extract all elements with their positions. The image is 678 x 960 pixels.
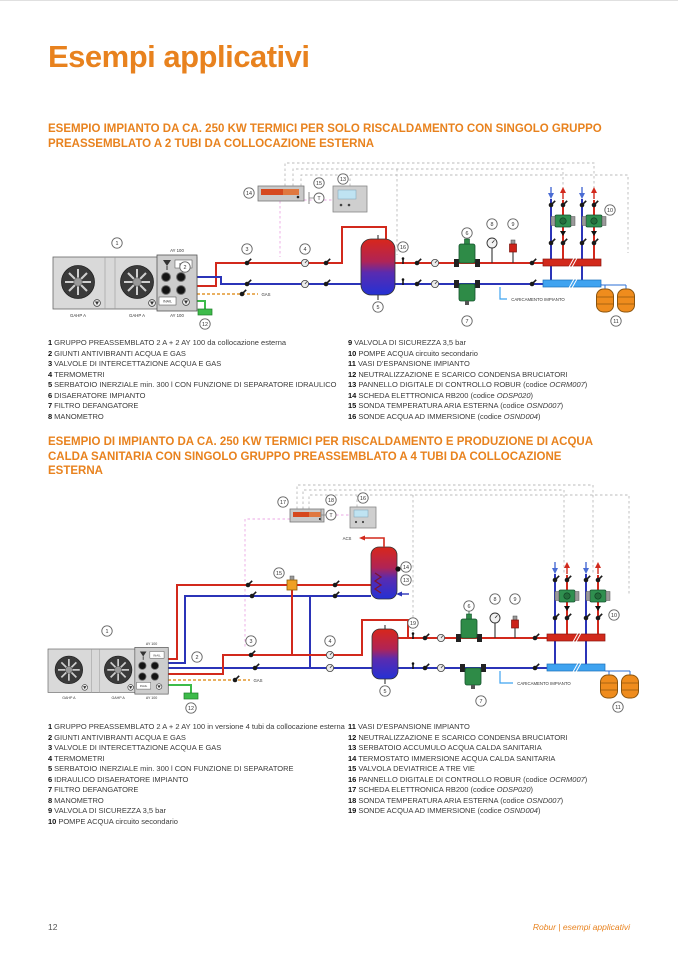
legend-item: 15 VALVOLA DEVIATRICE A TRE VIE bbox=[348, 764, 475, 773]
callout bbox=[462, 316, 472, 326]
legend-item: 6 IDRAULICO DISAERATORE IMPIANTO bbox=[48, 774, 189, 784]
legend-item: 3 VALVOLE DI INTERCETTAZIONE ACQUA E GAS bbox=[48, 743, 222, 752]
safety-valve bbox=[512, 616, 519, 628]
pump-group bbox=[583, 562, 610, 620]
callout bbox=[274, 568, 284, 578]
dhw-storage-tank bbox=[371, 547, 397, 599]
callout bbox=[373, 302, 383, 312]
legend-item: 14 SCHEDA ELETTRONICA RB200 (codice ODSP020) bbox=[348, 390, 534, 400]
svg-text:1: 1 bbox=[115, 240, 119, 247]
callout bbox=[380, 686, 390, 696]
callout bbox=[611, 316, 621, 326]
svg-text:8: 8 bbox=[493, 596, 497, 603]
buffer-tank bbox=[361, 239, 395, 295]
legend-item: 7 FILTRO DEFANGATORE bbox=[48, 785, 139, 794]
callout bbox=[300, 244, 310, 254]
legend-item: 12 NEUTRALIZZAZIONE E SCARICO CONDENSA BRUCIATORI bbox=[348, 369, 568, 379]
callout bbox=[244, 188, 254, 198]
condensate-neutralizer bbox=[198, 309, 212, 315]
safety-valve bbox=[510, 240, 517, 252]
control-bus bbox=[297, 485, 593, 575]
expansion-vessel bbox=[618, 285, 635, 312]
svg-text:16: 16 bbox=[400, 244, 406, 251]
callout bbox=[605, 205, 615, 215]
svg-text:1: 1 bbox=[105, 628, 109, 635]
svg-text:5: 5 bbox=[376, 304, 380, 311]
outdoor-sensor-label: T bbox=[329, 513, 333, 519]
filling-line bbox=[500, 671, 513, 683]
return-pipe bbox=[197, 277, 361, 284]
callout bbox=[613, 702, 623, 712]
legend2-right-column bbox=[348, 722, 634, 827]
three-way-valve bbox=[287, 580, 297, 590]
condensate-line bbox=[168, 685, 191, 693]
callout bbox=[487, 219, 497, 229]
svg-text:13: 13 bbox=[403, 577, 409, 584]
thermometer bbox=[326, 664, 333, 671]
callout bbox=[338, 174, 348, 184]
filling-label: CARICAMENTO IMPIANTO bbox=[517, 681, 571, 686]
svg-text:3: 3 bbox=[249, 638, 253, 645]
callout bbox=[314, 178, 324, 188]
svg-text:15: 15 bbox=[316, 180, 322, 187]
svg-text:14: 14 bbox=[403, 564, 409, 571]
legend-item: 15 SONDA TEMPERATURA ARIA ESTERNA (codice OSND007) bbox=[348, 401, 564, 410]
thermometer bbox=[437, 634, 444, 641]
legend-item: 18 SONDA TEMPERATURA ARIA ESTERNA (codice OSND007) bbox=[348, 795, 564, 805]
svg-text:10: 10 bbox=[607, 207, 613, 214]
callout bbox=[278, 497, 288, 507]
svg-text:6: 6 bbox=[467, 603, 471, 610]
svg-text:8: 8 bbox=[490, 221, 494, 228]
svg-text:13: 13 bbox=[340, 176, 346, 183]
legend-item: 9 VALVOLA DI SICUREZZA 3,5 bar bbox=[48, 806, 167, 815]
diagram-heating-dhw bbox=[45, 475, 650, 717]
deaerator bbox=[456, 610, 482, 642]
legend-item: 3 VALVOLE DI INTERCETTAZIONE ACQUA E GAS bbox=[48, 359, 222, 368]
preassembled-unit bbox=[48, 642, 168, 700]
legend-section2 bbox=[48, 722, 634, 827]
pressure-gauge bbox=[490, 613, 500, 623]
legend-item: 6 DISAERATORE IMPIANTO bbox=[48, 390, 146, 400]
legend2-left-column bbox=[48, 722, 348, 827]
svg-text:15: 15 bbox=[276, 570, 282, 577]
svg-text:3: 3 bbox=[245, 246, 249, 253]
callout bbox=[102, 626, 112, 636]
deaerator bbox=[454, 235, 480, 267]
svg-text:19: 19 bbox=[410, 620, 416, 627]
callout bbox=[358, 493, 368, 503]
pump-group bbox=[579, 187, 606, 245]
legend-item: 10 POMPE ACQUA circuito secondario bbox=[48, 816, 178, 826]
svg-text:7: 7 bbox=[465, 318, 469, 325]
callout bbox=[510, 594, 520, 604]
legend-item: 16 PANNELLO DIGITALE DI CONTROLLO ROBUR (codice OCRM007) bbox=[348, 774, 588, 784]
legend-item: 17 SCHEDA ELETTRONICA RB200 (codice ODSP020) bbox=[348, 785, 534, 794]
callout bbox=[325, 636, 335, 646]
thermometer bbox=[431, 259, 438, 266]
svg-text:6: 6 bbox=[465, 230, 469, 237]
svg-text:4: 4 bbox=[328, 638, 332, 645]
callout bbox=[609, 610, 619, 620]
buffer-tank bbox=[372, 629, 398, 679]
legend-item: 8 MANOMETRO bbox=[48, 795, 104, 805]
pump-group bbox=[548, 187, 575, 245]
legend-item: 14 TERMOSTATO IMMERSIONE ACQUA CALDA SANITARIA bbox=[348, 753, 556, 763]
legend-item: 5 SERBATOIO INERZIALE min. 300 l CON FUNZIONE DI SEPARATORE IDRAULICO bbox=[48, 380, 337, 389]
callout bbox=[476, 696, 486, 706]
callout bbox=[490, 594, 500, 604]
legend-item: 19 SONDE ACQUA AD IMMERSIONE (codice OSND004) bbox=[348, 806, 541, 815]
acs-outlet bbox=[365, 538, 384, 547]
legend-item: 1 GRUPPO PREASSEMBLATO 2 A + 2 AY 100 da collocazione esterna bbox=[48, 338, 287, 347]
thermometer bbox=[431, 280, 438, 287]
callout bbox=[246, 636, 256, 646]
condensate-line bbox=[197, 301, 205, 309]
preassembled-unit bbox=[53, 248, 197, 318]
svg-text:4: 4 bbox=[303, 246, 307, 253]
thermometer bbox=[301, 259, 308, 266]
filling-label: CARICAMENTO IMPIANTO bbox=[511, 297, 565, 302]
svg-text:16: 16 bbox=[360, 495, 366, 502]
legend1-left-column bbox=[48, 338, 348, 422]
page-number: 12 bbox=[48, 922, 58, 932]
page-footer bbox=[48, 922, 630, 932]
control-bus bbox=[285, 163, 594, 211]
svg-text:17: 17 bbox=[280, 499, 286, 506]
section2-heading: ESEMPIO DI IMPIANTO DA CA. 250 KW TERMICI PER RISCALDAMENTO E PRODUZIONE DI ACQUA CALDA SANITARIA CON SINGOLO GRUPPO PREASSEMBLATO A 4 TUBI DA COLLOCAZIONE ESTERNA bbox=[48, 436, 593, 477]
dirt-filter bbox=[460, 664, 486, 689]
gas-label: GAS bbox=[261, 292, 271, 297]
gas-valve bbox=[240, 290, 247, 297]
control-bus bbox=[303, 490, 564, 575]
thermometer bbox=[301, 280, 308, 287]
footer-brand-text: Robur | esempi applicativi bbox=[532, 922, 630, 932]
condensate-neutralizer bbox=[184, 693, 198, 699]
dirt-filter bbox=[454, 280, 480, 305]
svg-text:18: 18 bbox=[328, 497, 334, 504]
callout bbox=[401, 562, 411, 572]
diagram-heating-only: INAIL INAIL GAHP A GAHP A AY 100 GAS CARICAMENTO IMPIANTO T 1 2 3 4 5 6 7 8 9 10 11 12 13 14 15 16 bbox=[45, 153, 645, 335]
legend-item: 16 SONDE ACQUA AD IMMERSIONE (codice OSND004) bbox=[348, 411, 541, 421]
svg-text:7: 7 bbox=[479, 698, 483, 705]
svg-text:11: 11 bbox=[615, 704, 621, 711]
svg-text:2: 2 bbox=[195, 654, 199, 661]
callout bbox=[186, 703, 196, 713]
legend-item: 7 FILTRO DEFANGATORE bbox=[48, 401, 139, 410]
svg-text:2: 2 bbox=[183, 264, 187, 271]
callout bbox=[326, 495, 336, 505]
legend-item: 5 SERBATOIO INERZIALE min. 300 l CON FUNZIONE DI SEPARATORE bbox=[48, 764, 294, 773]
svg-text:9: 9 bbox=[513, 596, 517, 603]
callout bbox=[398, 242, 408, 252]
gas-label: GAS bbox=[253, 678, 263, 683]
expansion-vessel bbox=[622, 671, 639, 698]
callout bbox=[200, 319, 210, 329]
section1-heading: ESEMPIO IMPIANTO DA CA. 250 KW TERMICI PER SOLO RISCALDAMENTO CON SINGOLO GRUPPO PREASSEMBLATO A 2 TUBI DA COLLOCAZIONE ESTERNA bbox=[48, 123, 602, 150]
legend-item: 2 GIUNTI ANTIVIBRANTI ACQUA E GAS bbox=[48, 732, 186, 742]
legend-item: 11 VASI D'ESPANSIONE IMPIANTO bbox=[348, 359, 470, 368]
callout bbox=[464, 601, 474, 611]
svg-text:11: 11 bbox=[613, 318, 619, 325]
thermometer bbox=[326, 651, 333, 658]
legend-item: 9 VALVOLA DI SICUREZZA 3,5 bar bbox=[348, 338, 467, 347]
filling-line bbox=[500, 287, 507, 299]
thermometer bbox=[437, 664, 444, 671]
legend-item: 13 SERBATOIO ACCUMULO ACQUA CALDA SANITARIA bbox=[348, 743, 542, 752]
acs-label: ACS bbox=[342, 536, 352, 541]
callout bbox=[462, 228, 472, 238]
expansion-vessel bbox=[601, 671, 618, 698]
pump-group bbox=[552, 562, 579, 620]
svg-text:9: 9 bbox=[511, 221, 515, 228]
expansion-vessel bbox=[597, 285, 614, 312]
gas-valve bbox=[233, 676, 240, 683]
legend-item: 10 POMPE ACQUA circuito secondario bbox=[348, 348, 478, 358]
legend-item: 11 VASI D'ESPANSIONE IMPIANTO bbox=[348, 722, 470, 731]
callout bbox=[192, 652, 202, 662]
svg-text:5: 5 bbox=[383, 688, 387, 695]
immersion-thermostat bbox=[395, 566, 400, 571]
page-title: Esempi applicativi bbox=[48, 39, 310, 74]
callout bbox=[180, 262, 190, 272]
legend1-right-column bbox=[348, 338, 634, 422]
supply-pipe bbox=[197, 227, 386, 286]
legend-item: 13 PANNELLO DIGITALE DI CONTROLLO ROBUR (codice OCRM007) bbox=[348, 380, 588, 389]
svg-text:12: 12 bbox=[202, 321, 208, 328]
legend-item: 4 TERMOMETRI bbox=[48, 369, 105, 379]
legend-item: 4 TERMOMETRI bbox=[48, 753, 105, 763]
svg-text:14: 14 bbox=[246, 190, 252, 197]
legend-item: 2 GIUNTI ANTIVIBRANTI ACQUA E GAS bbox=[48, 348, 186, 358]
legend-section1 bbox=[48, 338, 634, 422]
pressure-gauge bbox=[487, 238, 497, 248]
svg-text:12: 12 bbox=[188, 705, 194, 712]
callout bbox=[401, 575, 411, 585]
svg-text:10: 10 bbox=[611, 612, 617, 619]
legend-item: 12 NEUTRALIZZAZIONE E SCARICO CONDENSA BRUCIATORI bbox=[348, 732, 568, 742]
outdoor-sensor-label: T bbox=[317, 196, 321, 202]
callout bbox=[112, 238, 122, 248]
legend-item: 1 GRUPPO PREASSEMBLATO 2 A + 2 AY 100 in versione 4 tubi da collocazione esterna bbox=[48, 722, 345, 731]
callout bbox=[408, 618, 418, 628]
callout bbox=[242, 244, 252, 254]
callout bbox=[508, 219, 518, 229]
legend-item: 8 MANOMETRO bbox=[48, 411, 104, 421]
